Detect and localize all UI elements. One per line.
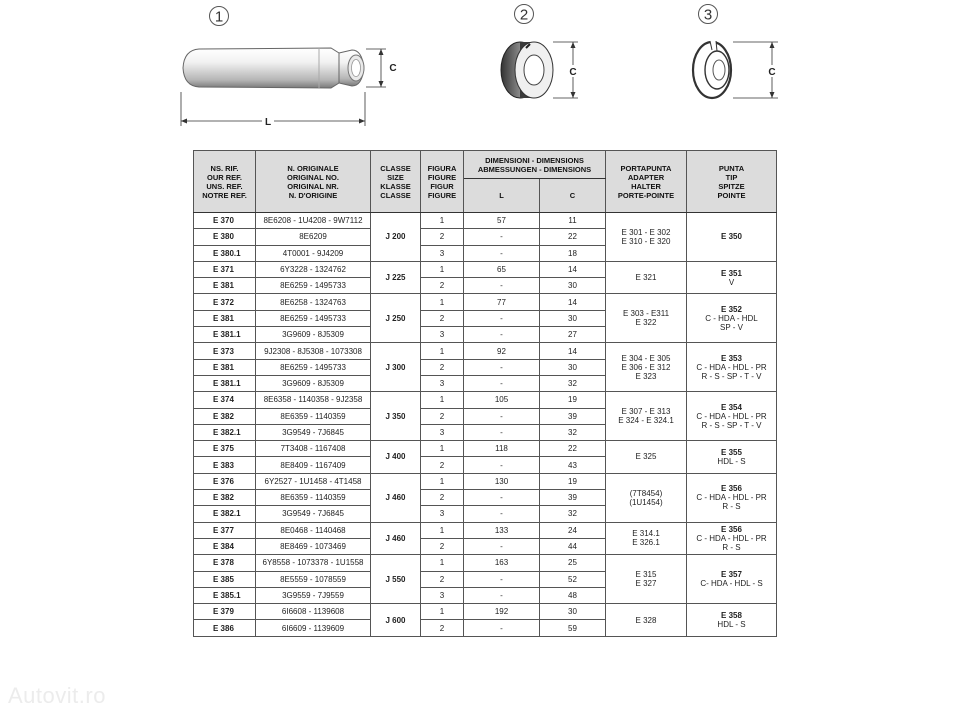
dim-l-cell: -: [464, 538, 540, 554]
ref-cell: E 385: [194, 571, 256, 587]
table-row: [194, 522, 777, 538]
original-number-cell: 3G9549 - 7J6845: [256, 506, 371, 522]
figure-cell: 1: [421, 343, 464, 359]
dim-c-cell: 11: [540, 213, 606, 229]
original-number-cell: 8E6358 - 1140358 - 9J2358: [256, 392, 371, 408]
figure-cell: 2: [421, 457, 464, 473]
figure-cell: 3: [421, 424, 464, 440]
tip-code: E 352: [721, 304, 742, 314]
tip-cell: [687, 294, 777, 343]
dim-l-cell: -: [464, 587, 540, 603]
dim-c-cell: 25: [540, 555, 606, 571]
figure-cell: 2: [421, 620, 464, 637]
dim-c-cell: 32: [540, 424, 606, 440]
original-number-cell: 7T3408 - 1167408: [256, 441, 371, 457]
header-dim-c: C: [540, 179, 606, 213]
adapter-line: E 301 - E 302: [621, 227, 671, 237]
header-adapter: PORTAPUNTA ADAPTER HALTER PORTE-POINTE: [606, 151, 687, 213]
dim-l-cell: -: [464, 327, 540, 343]
table-body: [194, 213, 777, 637]
adapter-line: E 328: [635, 615, 657, 625]
original-number-cell: 9J2308 - 8J5308 - 1073308: [256, 343, 371, 359]
header-tip: PUNTA TIP SPITZE POINTE: [687, 151, 777, 213]
ref-cell: E 383: [194, 457, 256, 473]
table-row: [194, 392, 777, 408]
tip-variant-line: R - S: [722, 502, 741, 512]
tip-code: E 353: [721, 353, 742, 363]
ref-cell: E 373: [194, 343, 256, 359]
dim-l-cell: 77: [464, 294, 540, 310]
dim-l-cell: 133: [464, 522, 540, 538]
ref-cell: E 374: [194, 392, 256, 408]
dim-c-cell: 59: [540, 620, 606, 637]
ref-cell: E 377: [194, 522, 256, 538]
figure-1-number: 1: [214, 8, 224, 26]
adapter-cell: [606, 522, 687, 555]
dim-c-cell: 19: [540, 392, 606, 408]
dim-c-cell: 30: [540, 310, 606, 326]
dim-c-cell: 18: [540, 245, 606, 261]
dim-l-cell: 192: [464, 604, 540, 620]
dim-c-cell: 32: [540, 375, 606, 391]
ref-cell: E 376: [194, 473, 256, 489]
dim-l-cell: 118: [464, 441, 540, 457]
original-number-cell: 8E6359 - 1140359: [256, 408, 371, 424]
ref-cell: E 386: [194, 620, 256, 637]
figure-cell: 2: [421, 229, 464, 245]
dim-c-cell: 44: [540, 538, 606, 554]
original-number-cell: 8E8469 - 1073469: [256, 538, 371, 554]
tip-variant-line: R - S: [722, 542, 741, 552]
ref-cell: E 384: [194, 538, 256, 554]
adapter-cell: [606, 294, 687, 343]
original-number-cell: 8E6259 - 1495733: [256, 359, 371, 375]
figure-cell: 3: [421, 587, 464, 603]
dim-l-cell: -: [464, 408, 540, 424]
dim-c-cell: 24: [540, 522, 606, 538]
original-number-cell: 8E6208 - 1U4208 - 9W7112: [256, 213, 371, 229]
tip-code: E 354: [721, 402, 742, 412]
figure-cell: 1: [421, 213, 464, 229]
tip-cell: [687, 522, 777, 555]
dim-c-cell: 43: [540, 457, 606, 473]
adapter-cell: [606, 441, 687, 474]
figure-3-number: 3: [703, 6, 713, 24]
class-cell: J 460: [371, 522, 421, 555]
class-cell: J 600: [371, 604, 421, 637]
tip-cell: [687, 213, 777, 262]
ref-cell: E 382.1: [194, 424, 256, 440]
tip-variant-line: HDL - S: [717, 456, 746, 466]
adapter-cell: [606, 392, 687, 441]
original-number-cell: 6I6609 - 1139609: [256, 620, 371, 637]
adapter-cell: [606, 604, 687, 637]
ref-cell: E 378: [194, 555, 256, 571]
tip-cell: [687, 261, 777, 294]
tip-code: E 355: [721, 447, 742, 457]
dim-l-cell: 65: [464, 261, 540, 277]
figure-cell: 2: [421, 490, 464, 506]
dim-l-cell: -: [464, 245, 540, 261]
dim-l-cell: -: [464, 229, 540, 245]
original-number-cell: 8E6209: [256, 229, 371, 245]
ref-cell: E 381.1: [194, 327, 256, 343]
original-number-cell: 8E8409 - 1167409: [256, 457, 371, 473]
dim-l-cell: -: [464, 359, 540, 375]
header-dimensions: DIMENSIONI - DIMENSIONS ABMESSUNGEN - DIMENSIONS: [464, 151, 606, 179]
tip-code: E 351: [721, 268, 742, 278]
adapter-line: E 303 - E311: [622, 309, 670, 319]
table-row: [194, 473, 777, 489]
dim-c-cell: 22: [540, 229, 606, 245]
figure-cell: 3: [421, 506, 464, 522]
class-cell: J 250: [371, 294, 421, 343]
dim-l-cell: -: [464, 375, 540, 391]
figure-2-number: 2: [519, 6, 529, 24]
original-number-cell: 8E6359 - 1140359: [256, 490, 371, 506]
adapter-line: E 321: [635, 273, 657, 283]
tip-variant-line: SP - V: [720, 322, 743, 332]
class-cell: J 300: [371, 343, 421, 392]
ref-cell: E 379: [194, 604, 256, 620]
table-row: [194, 294, 777, 310]
tip-cell: [687, 343, 777, 392]
figure-1-l-label: L: [264, 117, 272, 128]
adapter-cell: [606, 473, 687, 522]
dim-l-cell: 92: [464, 343, 540, 359]
figure-1-pin: [181, 7, 397, 129]
dim-c-cell: 14: [540, 294, 606, 310]
header-ref: NS. RIF. OUR REF. UNS. REF. NOTRE REF.: [194, 151, 256, 213]
tip-variant-line: R - S - SP - T - V: [701, 371, 762, 381]
dim-c-cell: 30: [540, 278, 606, 294]
class-cell: J 550: [371, 555, 421, 604]
adapter-cell: [606, 555, 687, 604]
tip-cell: [687, 604, 777, 637]
tip-cell: [687, 392, 777, 441]
adapter-line: (7T8454): [629, 488, 663, 498]
figure-cell: 2: [421, 538, 464, 554]
dim-c-cell: 14: [540, 343, 606, 359]
figure-cell: 1: [421, 473, 464, 489]
figure-2-ring: [501, 5, 580, 99]
figure-cell: 1: [421, 294, 464, 310]
dim-l-cell: 163: [464, 555, 540, 571]
original-number-cell: 6I6608 - 1139608: [256, 604, 371, 620]
ref-cell: E 375: [194, 441, 256, 457]
dim-l-cell: -: [464, 310, 540, 326]
header-class: CLASSE SIZE KLASSE CLASSE: [371, 151, 421, 213]
header-dim-l: L: [464, 179, 540, 213]
tip-cell: [687, 441, 777, 474]
class-cell: J 400: [371, 441, 421, 474]
tip-variant-line: C - HDA - HDL - PR: [696, 411, 767, 421]
class-cell: J 200: [371, 213, 421, 262]
dim-c-cell: 32: [540, 506, 606, 522]
dim-c-cell: 39: [540, 490, 606, 506]
tip-code: E 356: [721, 484, 742, 494]
tip-code: E 358: [721, 611, 742, 621]
adapter-line: E 310 - E 320: [621, 236, 671, 246]
figure-1-c-label: C: [389, 63, 397, 74]
dim-l-cell: 105: [464, 392, 540, 408]
original-number-cell: 4T0001 - 9J4209: [256, 245, 371, 261]
ref-cell: E 381.1: [194, 375, 256, 391]
class-cell: J 460: [371, 473, 421, 522]
ref-cell: E 385.1: [194, 587, 256, 603]
adapter-line: (1U1454): [629, 497, 663, 507]
tip-variant-line: R - S - SP - T - V: [701, 420, 762, 430]
table-row: [194, 343, 777, 359]
figures-illustration: [0, 0, 960, 140]
original-number-cell: 8E5559 - 1078559: [256, 571, 371, 587]
figure-cell: 1: [421, 604, 464, 620]
tip-variant-line: C - HDA - HDL - PR: [696, 362, 767, 372]
dim-l-cell: 57: [464, 213, 540, 229]
dim-l-cell: -: [464, 424, 540, 440]
dim-l-cell: -: [464, 620, 540, 637]
adapter-cell: [606, 261, 687, 294]
figure-cell: 2: [421, 359, 464, 375]
figure-cell: 1: [421, 555, 464, 571]
adapter-line: E 325: [635, 452, 657, 462]
adapter-line: E 322: [635, 318, 657, 328]
tip-variant-line: C- HDA - HDL - S: [700, 579, 763, 589]
original-number-cell: 6Y2527 - 1U1458 - 4T1458: [256, 473, 371, 489]
adapter-line: E 327: [635, 579, 657, 589]
ref-cell: E 371: [194, 261, 256, 277]
tip-variant-line: HDL - S: [717, 620, 746, 630]
tip-cell: [687, 473, 777, 522]
adapter-line: E 314.1: [632, 529, 660, 539]
table-row: [194, 213, 777, 229]
adapter-line: E 324 - E 324.1: [618, 416, 674, 426]
adapter-line: E 307 - E 313: [621, 407, 671, 417]
dim-c-cell: 30: [540, 604, 606, 620]
ref-cell: E 381: [194, 278, 256, 294]
tip-code: E 350: [721, 232, 742, 242]
watermark: Autovit.ro: [8, 683, 106, 708]
table-row: [194, 604, 777, 620]
tip-variant-line: C - HDA - HDL - PR: [696, 493, 767, 503]
table-row: [194, 441, 777, 457]
figure-cell: 3: [421, 327, 464, 343]
dim-l-cell: -: [464, 278, 540, 294]
figure-cell: 1: [421, 392, 464, 408]
figure-cell: 2: [421, 310, 464, 326]
figure-3-split-ring: [693, 5, 779, 99]
table-row: [194, 261, 777, 277]
dim-l-cell: -: [464, 490, 540, 506]
dim-c-cell: 22: [540, 441, 606, 457]
adapter-line: E 315: [635, 570, 657, 580]
tip-variant-line: V: [728, 277, 735, 287]
figure-cell: 1: [421, 441, 464, 457]
original-number-cell: 8E6259 - 1495733: [256, 278, 371, 294]
dim-c-cell: 52: [540, 571, 606, 587]
figure-cell: 2: [421, 408, 464, 424]
dim-l-cell: -: [464, 457, 540, 473]
figure-cell: 1: [421, 261, 464, 277]
table-row: [194, 555, 777, 571]
dim-c-cell: 39: [540, 408, 606, 424]
figure-cell: 3: [421, 245, 464, 261]
dim-l-cell: 130: [464, 473, 540, 489]
header-original: N. ORIGINALE ORIGINAL NO. ORIGINAL NR. N. D'ORIGINE: [256, 151, 371, 213]
adapter-line: E 326.1: [632, 538, 660, 548]
dim-c-cell: 27: [540, 327, 606, 343]
ref-cell: E 372: [194, 294, 256, 310]
class-cell: J 350: [371, 392, 421, 441]
ref-cell: E 370: [194, 213, 256, 229]
original-number-cell: 8E6259 - 1495733: [256, 310, 371, 326]
original-number-cell: 6Y3228 - 1324762: [256, 261, 371, 277]
dim-c-cell: 19: [540, 473, 606, 489]
ref-cell: E 382: [194, 408, 256, 424]
ref-cell: E 380.1: [194, 245, 256, 261]
dim-c-cell: 14: [540, 261, 606, 277]
ref-cell: E 382: [194, 490, 256, 506]
ref-cell: E 382.1: [194, 506, 256, 522]
original-number-cell: 3G9549 - 7J6845: [256, 424, 371, 440]
original-number-cell: 8E0468 - 1140468: [256, 522, 371, 538]
tip-variant-line: C - HDA - HDL - PR: [696, 533, 767, 543]
figure-cell: 2: [421, 278, 464, 294]
original-number-cell: 6Y8558 - 1073378 - 1U1558: [256, 555, 371, 571]
adapter-line: E 323: [635, 371, 657, 381]
ref-cell: E 380: [194, 229, 256, 245]
class-cell: J 225: [371, 261, 421, 294]
dim-c-cell: 30: [540, 359, 606, 375]
figure-cell: 1: [421, 522, 464, 538]
adapter-line: E 304 - E 305: [621, 353, 671, 363]
adapter-line: E 306 - E 312: [621, 362, 671, 372]
original-number-cell: 3G9609 - 8J5309: [256, 327, 371, 343]
parts-table: [193, 150, 777, 637]
tip-cell: [687, 555, 777, 604]
header-figure: FIGURA FIGURE FIGUR FIGURE: [421, 151, 464, 213]
original-number-cell: 3G9559 - 7J9559: [256, 587, 371, 603]
ref-cell: E 381: [194, 310, 256, 326]
tip-code: E 356: [721, 524, 742, 534]
ref-cell: E 381: [194, 359, 256, 375]
figure-2-c-label: C: [569, 67, 577, 78]
dim-l-cell: -: [464, 571, 540, 587]
adapter-cell: [606, 213, 687, 262]
original-number-cell: 3G9609 - 8J5309: [256, 375, 371, 391]
original-number-cell: 8E6258 - 1324763: [256, 294, 371, 310]
figure-3-c-label: C: [768, 67, 776, 78]
tip-variant-line: C - HDA - HDL: [705, 313, 758, 323]
tip-code: E 357: [721, 570, 742, 580]
adapter-cell: [606, 343, 687, 392]
dim-l-cell: -: [464, 506, 540, 522]
figure-cell: 3: [421, 375, 464, 391]
dim-c-cell: 48: [540, 587, 606, 603]
figure-cell: 2: [421, 571, 464, 587]
